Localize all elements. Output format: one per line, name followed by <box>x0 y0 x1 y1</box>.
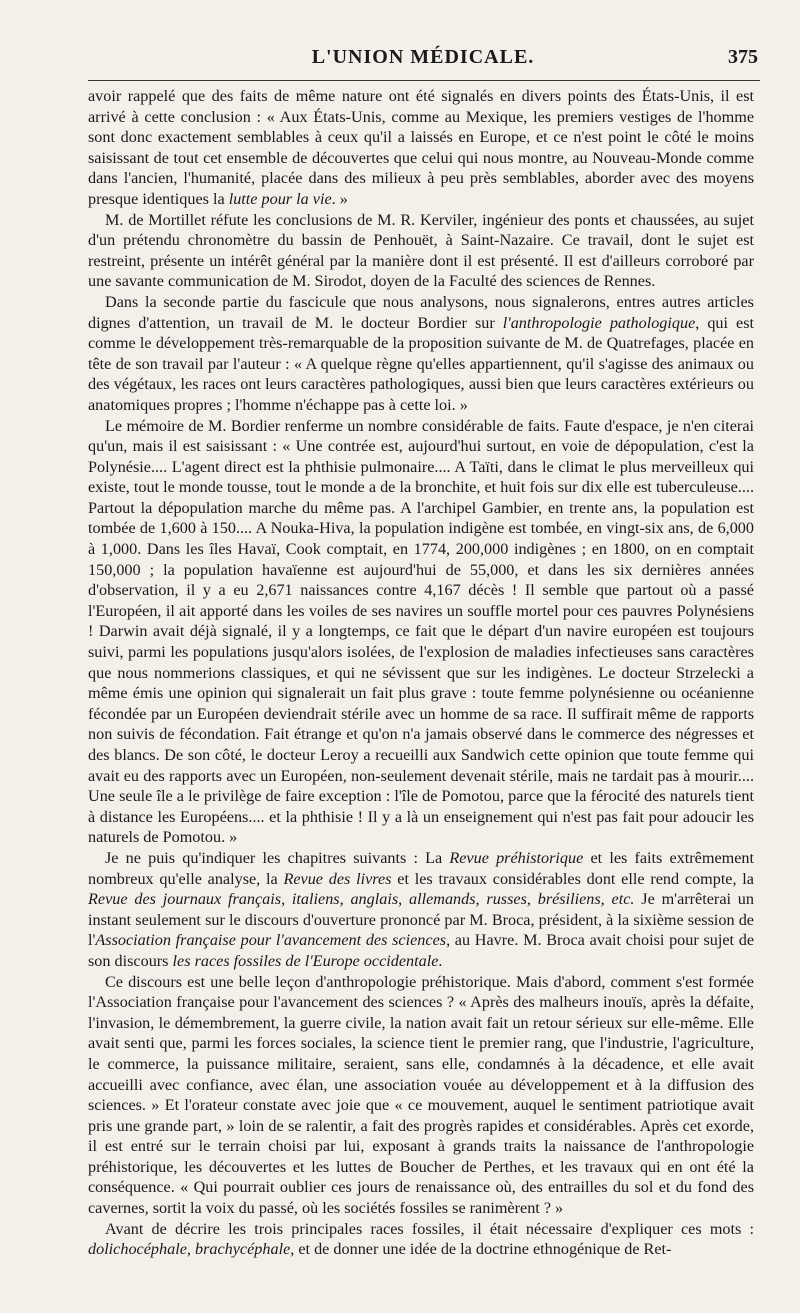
paragraph <box>88 292 754 416</box>
paragraph <box>88 86 754 210</box>
text-run: Je ne puis qu'indiquer les chapitres suivants : La <box>105 848 450 867</box>
text-run: Ce discours est une belle leçon d'anthropologie préhistorique. Mais d'abord, comment s'est formée l'Association française pour l'avancement des sciences ? « Après des malheurs inouïs, après la défaite, l'invasion, le démembrement, la guerre civile, la nation avait fait un retour sérieux sur elle-même. Elle avait senti que, parmi les forces sociales, la science tient le premier rang, que l'industrie, l'agriculture, le commerce, la puissance militaire, seraient, sans elle, condamnés à la décadence, et elle avait accueilli avec confiance, avec élan, une association vouée au développement et à la diffusion des sciences. » Et l'orateur constate avec joie que « ce mouvement, auquel le sentiment patriotique avait pris une grande part, » loin de se ralentir, a fait des progrès rapides et considérables. Après cet exorde, il est entré sur le terrain choisi par lui, exposant à grands traits la naissance de l'anthropologie préhistorique, les découvertes et les luttes de Boucher de Perthes, et les travaux qui en ont été la conséquence. « Qui pourrait oublier ces jours de renaissance où, des entrailles du sol et du fond des cavernes, sortit la voix du passé, où les sociétés fossiles se ranimèrent ? » <box>88 972 754 1218</box>
italic-text: Association française pour l'avancement des sciences <box>95 931 447 950</box>
text-run: M. de Mortillet réfute les conclusions de M. R. Kerviler, ingénieur des ponts et chaussées, au sujet d'un prétendu chronomètre du bassin de Penhouët, à Saint-Nazaire. Ce travail, dont le sujet est restreint, présente un intérêt général par la manière dont il est présenté. Il est d'ailleurs corroboré par une savante communication de M. Sirodot, doyen de la Faculté des sciences de Rennes. <box>88 210 754 291</box>
article-body <box>88 86 754 1260</box>
running-head <box>88 44 758 74</box>
text-run: avoir rappelé que des faits de même nature ont été signalés en divers points des États-Unis, il est arrivé à cette conclusion : « Aux États-Unis, comme au Mexique, les premiers vestiges de l'homme sont donc exactement semblables à ceux qu'il a laissés en Europe, et ce n'est point le côté le moins saisissant de tout cet ensemble de découvertes que celui qui nous montre, au Nouveau-Monde comme dans l'ancien, l'humanité, placée dans des milieux à peu près semblables, aborder avec des moyens presque identiques la <box>88 87 754 208</box>
italic-text: dolichocéphale, brachycéphale <box>88 1240 291 1259</box>
text-run: Dans la seconde partie du fascicule que nous analysons, nous signalerons, entres autres articles dignes d'attention, un travail de M. le docteur Bordier sur <box>88 292 754 332</box>
paragraph <box>88 1219 754 1260</box>
paragraph <box>88 210 754 292</box>
text-run: et les travaux considérables dont elle rend compte, la <box>391 869 754 888</box>
italic-text: les races fossiles de l'Europe occidentale <box>172 951 439 970</box>
text-run: . <box>438 951 443 970</box>
italic-text: Revue des journaux français, italiens, anglais, allemands, russes, brésiliens, etc. <box>88 890 635 909</box>
text-run: . » <box>331 189 348 208</box>
italic-text: l'anthropologie pathologique <box>502 313 696 332</box>
text-run: Le mémoire de M. Bordier renferme un nombre considérable de faits. Faute d'espace, je n'en citerai qu'un, mais il est saisissant : « Une contrée est, aujourd'hui surtout, en voie de dépopulation, c'est la Polynésie.... L'agent direct est la phthisie pulmonaire.... A Taïti, dans le climat le plus merveilleux qui existe, tout le monde tousse, tout le monde a de la bronchite, et huit fois sur dix elle est tuberculeuse.... Partout la dépopulation marche du même pas. A l'archipel Gambier, en trente ans, la population est tombée de 1,600 à 150.... A Nouka-Hiva, la population indigène est tombée, en vingt-six ans, de 6,000 à 1,000. Dans les îles Havaï, Cook comptait, en 1774, 200,000 indigènes ; en 1800, on en comptait 150,000 ; la population havaïenne est aujourd'hui de 55,000, et dans les six dernières années d'observation, il y a eu 2,671 naissances contre 4,167 décès ! Il semble que partout où a passé l'Européen, il ait apporté dans les voiles de ses navires un souffle mortel pour ces pauvres Polynésiens ! Darwin avait déjà signalé, il y a longtemps, ce fait que le départ d'un navire européen est toujours suivi, parmi les populations jusqu'alors isolées, de l'explosion de maladies infectieuses sans caractères que nous nommerions classiques, et qui ne sévissent que sur les indigènes. Le docteur Strzelecki a même émis une opinion qui signalerait un fait plus grave : toute femme polynésienne ou océanienne fécondée par un Européen deviendrait stérile avec un homme de sa race. Il suffirait même de rapports non suivis de fécondation. Fait étrange et qu'on n'a jamais observé dans le commerce des négresses et des blancs. De son côté, le docteur Leroy a recueilli aux Sandwich cette opinion que toute femme qui avait eu des rapports avec un Européen, non-seulement devenait stérile, mais ne tardait pas à mourir.... Une seule île a le privilège de faire exception : l'île de Pomotou, parce que la férocité des naturels tient à distance les Européens.... et la phthisie ! Il y a là un enseignement qui n'est pas fait pour adoucir les naturels de Pomotou. » <box>88 416 754 847</box>
header-rule <box>88 80 760 81</box>
text-run: Je m'arrêterai un instant seulement sur le discours d'ouverture prononcé par M. Broca, président, à la sixième session de l' <box>88 890 754 950</box>
text-run: Avant de décrire les trois principales races fossiles, il était nécessaire d'expliquer ces mots : <box>105 1219 754 1238</box>
italic-text: Revue des livres <box>283 869 392 888</box>
text-run: et les faits extrêmement nombreux qu'elle analyse, la <box>88 848 754 888</box>
text-run: , et de donner une idée de la doctrine ethnogénique de Ret- <box>290 1240 672 1259</box>
page-number: 375 <box>728 46 758 68</box>
paragraph <box>88 416 754 848</box>
paragraph <box>88 972 754 1219</box>
italic-text: Revue préhistorique <box>449 848 584 867</box>
text-run: , qui est comme le développement très-remarquable de la proposition suivante de M. de Quatrefages, placée en tête de son travail par l'auteur : « A quelque règne qu'elles appartiennent, qu'il s'agisse des animaux ou des végétaux, les races ont leurs caractères pathologiques, aussi bien que leurs caractères extérieurs ou anatomiques propres ; l'homme n'échappe pas à cette loi. » <box>88 313 755 414</box>
text-run: , au Havre. M. Broca avait choisi pour sujet de son discours <box>88 931 755 970</box>
journal-title: L'UNION MÉDICALE. <box>311 46 535 68</box>
italic-text: lutte pour la vie <box>228 189 332 208</box>
paragraph <box>88 848 754 972</box>
